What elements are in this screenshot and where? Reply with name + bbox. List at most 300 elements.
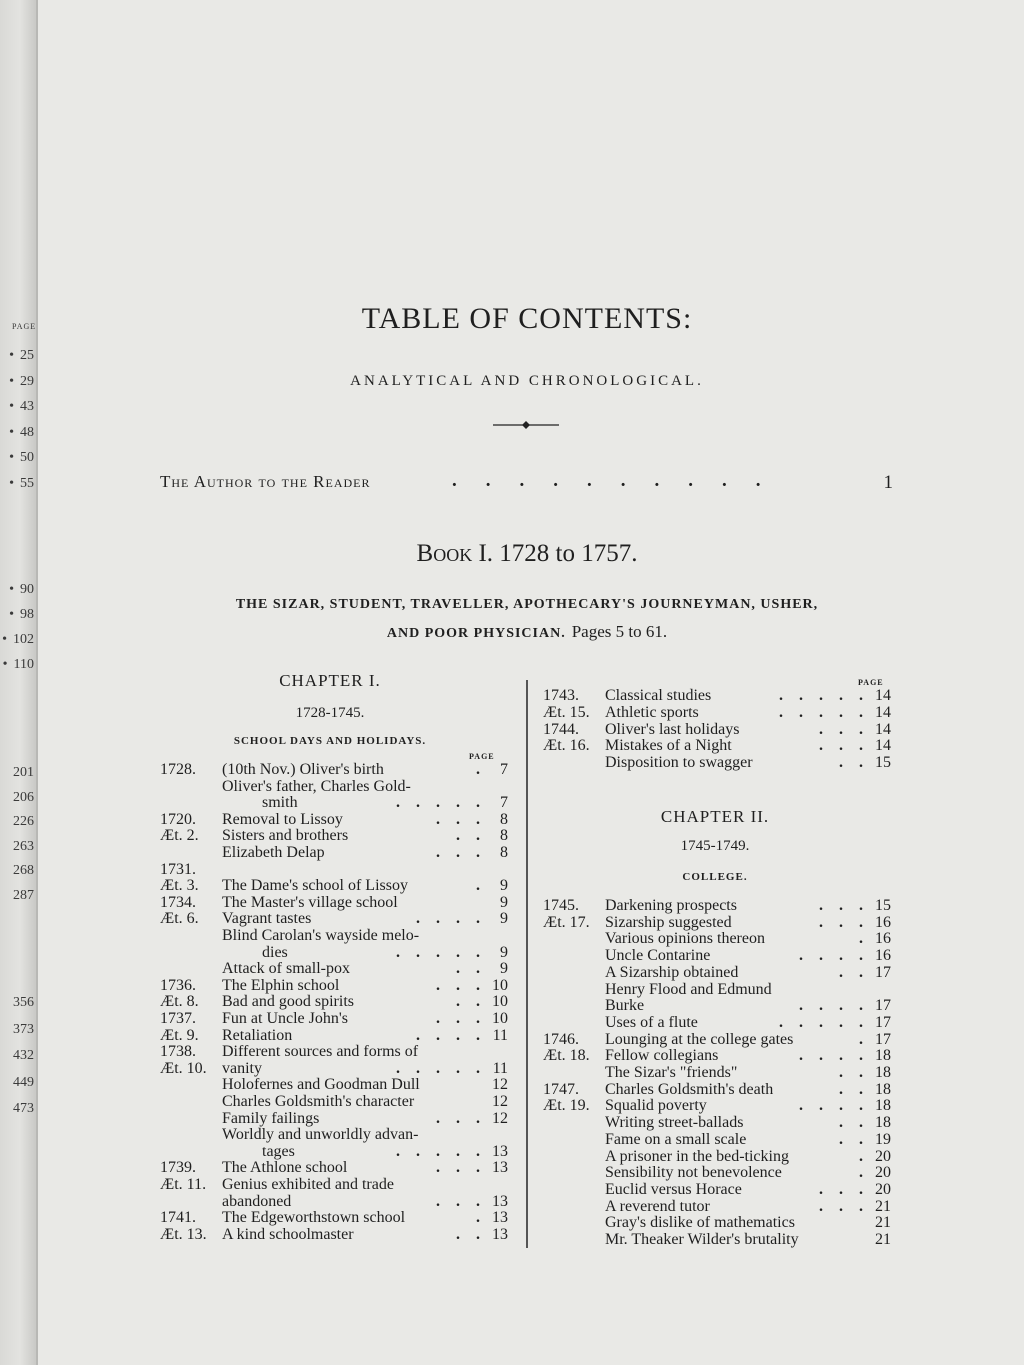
toc-entry	[160, 977, 508, 994]
toc-entry	[543, 1231, 891, 1248]
toc-entry-page: 13	[492, 1225, 508, 1243]
toc-entry-page: 17	[875, 1013, 891, 1031]
facing-page-header: PAGE	[12, 322, 37, 331]
page-title: TABLE OF CONTENTS:	[361, 302, 693, 335]
toc-entry-year: 1745.	[543, 897, 579, 914]
toc-entry-leader: . . . .	[799, 997, 869, 1015]
facing-page-number	[2, 995, 34, 1011]
toc-entry-text: The Athlone school	[222, 1159, 348, 1177]
facing-page-leader-dot: •	[9, 348, 14, 363]
toc-entry-text: Darkening prospects	[605, 897, 737, 914]
toc-entry-page: 15	[875, 754, 891, 772]
facing-page-number-text: 25	[20, 348, 34, 363]
toc-entry	[160, 827, 508, 844]
toc-entry-page: 11	[492, 1059, 508, 1077]
toc-entry	[160, 1093, 508, 1110]
chapter-2-subtitle: COLLEGE.	[682, 871, 748, 883]
toc-entry	[160, 1176, 508, 1193]
toc-entry-page: 12	[492, 1109, 508, 1127]
toc-entry	[160, 1110, 508, 1127]
facing-page-leader-dot: •	[9, 424, 14, 440]
chapter-1-page-header: PAGE	[469, 752, 495, 761]
toc-entry	[543, 964, 891, 981]
toc-entry-page: 8	[500, 810, 508, 828]
toc-entry	[160, 944, 508, 961]
facing-page-number	[2, 1075, 34, 1091]
toc-entry-page: 20	[875, 1164, 891, 1182]
toc-entry-text: vanity	[222, 1059, 262, 1077]
toc-entry	[160, 1193, 508, 1210]
facing-page-number-text: 48	[20, 424, 34, 440]
toc-entry-year: 1746.	[543, 1030, 579, 1048]
facing-page-number	[2, 814, 34, 830]
facing-page-number-text: 287	[13, 887, 34, 903]
page-subtitle: ANALYTICAL AND CHRONOLOGICAL.	[350, 373, 704, 389]
toc-entry-text: Writing street-ballads	[605, 1114, 744, 1132]
facing-page-leader-dot: •	[9, 582, 14, 597]
toc-entry-text: Squalid poverty	[605, 1097, 707, 1115]
toc-entry-leader: . . .	[819, 913, 869, 931]
gutter-fold	[36, 0, 38, 1365]
toc-entry-leader: . . . .	[416, 910, 486, 928]
facing-page-number	[2, 657, 34, 673]
toc-entry-year: 1734.	[160, 893, 196, 911]
toc-entry-text: Elizabeth Delap	[222, 844, 325, 861]
toc-entry-year: Æt. 15.	[543, 703, 590, 721]
toc-entry	[543, 1181, 891, 1198]
author-entry-page: 1	[883, 472, 894, 493]
toc-entry-text: Oliver's father, Charles Gold-	[222, 777, 411, 795]
toc-entry-leader: . . .	[819, 897, 869, 914]
toc-entry-leader: .	[859, 930, 869, 948]
toc-entry	[160, 1076, 508, 1093]
toc-entry-leader: . . . .	[799, 947, 869, 965]
toc-entry	[160, 761, 508, 778]
toc-entry	[160, 894, 508, 911]
toc-entry	[160, 877, 508, 894]
toc-entry-leader: .	[859, 1164, 869, 1182]
facing-page-leader-dot: •	[9, 475, 14, 491]
toc-entry	[543, 1031, 891, 1048]
toc-entry-text: Vagrant tastes	[222, 910, 312, 928]
toc-entry-leader: .	[476, 877, 486, 895]
toc-entry	[543, 737, 891, 754]
chapter-1-subtitle: SCHOOL DAYS AND HOLIDAYS.	[233, 735, 427, 747]
toc-entry-leader: . . .	[436, 976, 486, 994]
toc-entry-text: The Sizar's "friends"	[605, 1064, 738, 1081]
toc-entry	[160, 1060, 508, 1077]
toc-entry-page: 10	[492, 976, 508, 994]
toc-entry-page: 18	[875, 1097, 891, 1115]
toc-entry-page: 13	[492, 1159, 508, 1177]
toc-entry	[160, 1226, 508, 1243]
book-gutter	[0, 0, 36, 1365]
facing-page-leader-dot: •	[9, 607, 14, 622]
facing-page-number	[2, 476, 34, 492]
toc-entry-leader: . . .	[436, 810, 486, 828]
toc-entry-text: dies	[262, 943, 288, 961]
toc-entry-leader: . . . . .	[396, 943, 486, 961]
toc-entry-page: 10	[492, 1010, 508, 1027]
facing-page-number-text: 373	[13, 1021, 34, 1037]
chapter-1-cont-page-header: PAGE	[858, 678, 884, 687]
toc-entry-page: 17	[875, 997, 891, 1015]
toc-entry-page: 17	[875, 1030, 891, 1048]
facing-page-number-text: 356	[13, 995, 34, 1010]
toc-entry-page: 13	[492, 1192, 508, 1210]
toc-entry-year: Æt. 19.	[543, 1097, 590, 1115]
toc-entry-text: Gray's dislike of mathematics	[605, 1214, 795, 1232]
book-range: 1728 to 1757.	[499, 540, 638, 567]
toc-entry	[543, 1148, 891, 1165]
book-subtitle-text: AND POOR PHYSICIAN.	[386, 626, 566, 641]
toc-entry-text: Sensibility not benevolence	[605, 1164, 782, 1182]
toc-entry-page: 18	[875, 1080, 891, 1098]
toc-entry	[543, 897, 891, 914]
toc-entry-page: 9	[500, 893, 508, 911]
facing-page-number-text: 206	[13, 789, 34, 805]
author-entry	[160, 472, 894, 500]
toc-entry	[160, 960, 508, 977]
toc-entry-page: 14	[875, 687, 891, 704]
facing-page-number-text: 449	[13, 1074, 34, 1090]
toc-entry-leader: .	[859, 1147, 869, 1165]
toc-entry	[160, 1027, 508, 1044]
toc-entry-page: 13	[492, 1209, 508, 1227]
toc-entry-page: 19	[875, 1130, 891, 1148]
toc-entry-page: 14	[875, 737, 891, 755]
toc-entry	[160, 861, 508, 878]
toc-entry	[543, 981, 891, 998]
toc-entry-text: The Master's village school	[222, 893, 398, 911]
toc-entry	[160, 778, 508, 795]
toc-entry-year: Æt. 17.	[543, 913, 590, 931]
toc-entry-page: 18	[875, 1064, 891, 1081]
toc-entry-page: 21	[875, 1197, 891, 1215]
toc-entry-text: Different sources and forms of	[222, 1043, 419, 1061]
toc-entry	[543, 704, 891, 721]
toc-entry-page: 16	[875, 947, 891, 965]
toc-entry	[543, 1164, 891, 1181]
facing-page-number-text: 432	[13, 1048, 34, 1063]
ornament-divider-icon	[493, 415, 559, 435]
toc-entry-year: 1720.	[160, 810, 196, 828]
toc-entry-text: A Sizarship obtained	[605, 963, 739, 981]
facing-page-number-text: 98	[20, 607, 34, 622]
toc-entry-text: Sisters and brothers	[222, 827, 349, 845]
book-subtitle-line-2	[0, 622, 1024, 642]
toc-entry-leader: .	[859, 1030, 869, 1048]
toc-entry-text: Fellow collegians	[605, 1047, 719, 1065]
toc-entry-text: abandoned	[222, 1192, 292, 1210]
toc-entry-page: 12	[492, 1076, 508, 1094]
facing-page-leader-dot: •	[9, 450, 14, 465]
facing-page-number-text: 50	[20, 450, 34, 465]
facing-page-number	[2, 888, 34, 904]
toc-entry-page: 13	[492, 1142, 508, 1160]
toc-entry-leader: . . .	[436, 1192, 486, 1210]
toc-entry-leader: .	[476, 1209, 486, 1227]
facing-page-number	[2, 399, 34, 415]
toc-entry	[543, 1097, 891, 1114]
facing-page-number	[2, 582, 34, 598]
facing-page-number	[2, 348, 34, 364]
toc-entry-leader: . .	[839, 963, 869, 981]
toc-entry	[160, 1043, 508, 1060]
toc-entry-leader: . . .	[819, 720, 869, 738]
toc-entry-leader: . . . . .	[779, 703, 869, 721]
facing-page-number	[2, 425, 34, 441]
toc-entry	[543, 997, 891, 1014]
chapter-2-title: CHAPTER II.	[660, 807, 770, 826]
toc-entry-leader: . .	[456, 827, 486, 845]
toc-entry-year: Æt. 13.	[160, 1225, 207, 1243]
toc-entry-year: 1744.	[543, 720, 579, 738]
toc-entry-year: Æt. 2.	[160, 827, 199, 845]
book-heading	[0, 540, 1024, 568]
toc-entry-text: Henry Flood and Edmund	[605, 980, 772, 998]
toc-entry-page: 14	[875, 720, 891, 738]
toc-entry	[543, 1114, 891, 1131]
toc-entry	[543, 721, 891, 738]
facing-page-number	[2, 765, 34, 781]
toc-entry-year: 1728.	[160, 761, 196, 778]
facing-page-number-text: 110	[13, 657, 34, 672]
toc-entry-page: 18	[875, 1047, 891, 1065]
toc-entry-text: smith	[262, 794, 298, 812]
toc-entry-year: Æt. 9.	[160, 1026, 199, 1044]
chapter-2-years: 1745-1749.	[680, 838, 750, 854]
toc-entry	[543, 1081, 891, 1098]
toc-entry-leader: . .	[839, 1080, 869, 1098]
toc-entry	[543, 1047, 891, 1064]
toc-entry	[543, 930, 891, 947]
chapter-1-title: CHAPTER I.	[279, 671, 381, 690]
toc-entry	[160, 993, 508, 1010]
toc-entry-text: (10th Nov.) Oliver's birth	[222, 761, 384, 778]
toc-entry	[160, 811, 508, 828]
author-entry-leader: ..........	[452, 470, 790, 491]
toc-entry	[543, 1131, 891, 1148]
facing-page-number	[2, 1022, 34, 1038]
toc-entry-leader: . .	[839, 754, 869, 772]
toc-entry-text: Holofernes and Goodman Dull	[222, 1076, 420, 1094]
toc-entry-text: Genius exhibited and trade	[222, 1176, 394, 1193]
toc-entry-page: 21	[875, 1231, 891, 1248]
column-divider	[526, 680, 528, 1248]
facing-page-number	[2, 790, 34, 806]
toc-entry	[160, 910, 508, 927]
toc-entry-text: Fame on a small scale	[605, 1130, 747, 1148]
toc-entry-leader: . . .	[436, 1109, 486, 1127]
toc-entry	[160, 1143, 508, 1160]
toc-entry-text: Charles Goldsmith's character	[222, 1093, 415, 1110]
toc-entry-text: Charles Goldsmith's death	[605, 1080, 774, 1098]
toc-entry-leader: . . . .	[799, 1047, 869, 1065]
toc-entry-text: Uncle Contarine	[605, 947, 711, 965]
toc-entry-page: 11	[492, 1026, 508, 1044]
toc-entry	[160, 794, 508, 811]
toc-entry-leader: . . . . .	[396, 1059, 486, 1077]
toc-entry-page: 15	[875, 897, 891, 914]
toc-entry-leader: . .	[839, 1114, 869, 1132]
book-subtitle-line-1: THE SIZAR, STUDENT, TRAVELLER, APOTHECARY'S JOURNEYMAN, USHER,	[235, 597, 819, 612]
toc-entry-year: Æt. 11.	[160, 1176, 207, 1193]
toc-entry-text: Mistakes of a Night	[605, 737, 732, 755]
toc-entry-leader: . . . .	[799, 1097, 869, 1115]
facing-page-number-text: 43	[20, 399, 34, 414]
toc-entry-leader: . .	[456, 993, 486, 1011]
facing-page-leader-dot: •	[2, 632, 7, 647]
toc-entry-page: 17	[875, 963, 891, 981]
toc-entry	[160, 927, 508, 944]
facing-page-number-text: 473	[13, 1101, 34, 1116]
toc-entry-text: Retaliation	[222, 1026, 293, 1044]
toc-entry-text: A reverend tutor	[605, 1197, 710, 1215]
toc-entry-leader: . . . .	[416, 1026, 486, 1044]
toc-entry	[543, 1198, 891, 1215]
toc-entry	[160, 1209, 508, 1226]
book-number: Book I.	[416, 540, 494, 567]
facing-page-number	[2, 450, 34, 466]
toc-entry-text: The Elphin school	[222, 976, 340, 994]
toc-entry-leader: . .	[456, 1225, 486, 1243]
toc-entry-text: Oliver's last holidays	[605, 720, 740, 738]
facing-page-number	[2, 1101, 34, 1117]
toc-entry-text: Classical studies	[605, 687, 712, 704]
toc-entry-text: Burke	[605, 997, 645, 1015]
facing-page-number	[2, 1048, 34, 1064]
toc-entry-year: 1743.	[543, 687, 579, 704]
toc-entry-text: The Dame's school of Lissoy	[222, 877, 408, 895]
facing-page-number-text: 29	[20, 373, 34, 389]
toc-entry-page: 10	[492, 993, 508, 1011]
facing-page-number-text: 102	[13, 632, 34, 647]
toc-entry-page: 9	[500, 877, 508, 895]
toc-entry-leader: . . .	[819, 737, 869, 755]
toc-entry-year: 1741.	[160, 1209, 196, 1227]
toc-entry-leader: . .	[839, 1064, 869, 1081]
toc-entry-year: 1739.	[160, 1159, 196, 1177]
facing-page-leader-dot: •	[9, 399, 14, 414]
toc-entry-text: Removal to Lissoy	[222, 810, 343, 828]
toc-entry-page: 16	[875, 913, 891, 931]
toc-entry-year: 1747.	[543, 1080, 579, 1098]
toc-entry	[543, 1014, 891, 1031]
toc-entry-text: Disposition to swagger	[605, 754, 753, 772]
toc-entry-text: A prisoner in the bed-ticking	[605, 1147, 789, 1165]
toc-entry-leader: . . . . .	[779, 1013, 869, 1031]
toc-entry-text: Bad and good spirits	[222, 993, 354, 1011]
toc-entry-page: 9	[500, 943, 508, 961]
toc-entry-leader: . . .	[436, 1010, 486, 1027]
toc-entry-leader: . . . . .	[396, 794, 486, 812]
chapter-1-years: 1728-1745.	[295, 705, 365, 721]
toc-entry-text: Uses of a flute	[605, 1013, 698, 1031]
facing-page-number-text: 201	[13, 765, 34, 780]
facing-page-number-text: 226	[13, 814, 34, 829]
toc-entry-text: Mr. Theaker Wilder's brutality	[605, 1231, 799, 1248]
toc-entry-page: 7	[500, 794, 508, 812]
toc-entry-leader: . . .	[819, 1180, 869, 1198]
toc-entry-year: 1737.	[160, 1010, 196, 1027]
toc-entry-text: Fun at Uncle John's	[222, 1010, 348, 1027]
toc-entry-page: 18	[875, 1114, 891, 1132]
toc-entry-leader: . . . . .	[396, 1142, 486, 1160]
toc-entry-page: 7	[500, 761, 508, 778]
toc-entry-page: 21	[875, 1214, 891, 1232]
facing-page-number	[2, 839, 34, 855]
toc-entry-page: 20	[875, 1180, 891, 1198]
toc-entry	[543, 754, 891, 771]
author-entry-label: The Author to the Reader	[160, 472, 371, 491]
facing-page-number-text: 263	[13, 838, 34, 854]
toc-entry	[543, 914, 891, 931]
toc-entry	[160, 1010, 508, 1027]
toc-entry-leader: . . .	[436, 1159, 486, 1177]
toc-entry-page: 9	[500, 960, 508, 978]
toc-entry-page: 16	[875, 930, 891, 948]
toc-entry	[160, 844, 508, 861]
toc-entry-text: The Edgeworthstown school	[222, 1209, 406, 1227]
facing-page-number-text: 268	[13, 863, 34, 878]
toc-entry-year: Æt. 6.	[160, 910, 199, 928]
toc-entry-leader: .	[476, 761, 486, 778]
toc-entry-text: Attack of small-pox	[222, 960, 350, 978]
toc-entry-leader: . . .	[436, 844, 486, 861]
toc-entry-page: 8	[500, 827, 508, 845]
toc-entry-leader: . .	[456, 960, 486, 978]
facing-page-leader-dot: •	[2, 657, 8, 672]
toc-entry-page: 8	[500, 844, 508, 861]
toc-entry	[543, 947, 891, 964]
facing-page-number-text: 90	[20, 582, 34, 597]
toc-entry-year: Æt. 3.	[160, 877, 199, 895]
toc-entry	[160, 1159, 508, 1176]
toc-entry	[543, 1214, 891, 1231]
toc-entry-year: Æt. 16.	[543, 737, 590, 755]
toc-entry-year: Æt. 18.	[543, 1047, 590, 1065]
toc-entry-year: 1738.	[160, 1043, 196, 1061]
toc-entry-text: Euclid versus Horace	[605, 1180, 742, 1198]
toc-entry-leader: . . .	[819, 1197, 869, 1215]
toc-entry-year: Æt. 10.	[160, 1059, 207, 1077]
book-pages: Pages 5 to 61.	[571, 622, 668, 641]
toc-entry-text: Family failings	[222, 1109, 320, 1127]
toc-entry-text: Blind Carolan's wayside melo-	[222, 927, 420, 944]
toc-entry-leader: . . . . .	[779, 687, 869, 704]
toc-entry-page: 9	[500, 910, 508, 928]
facing-page-number-text: 55	[20, 475, 34, 491]
toc-entry	[160, 1126, 508, 1143]
toc-entry-page: 20	[875, 1147, 891, 1165]
toc-entry-text: tages	[262, 1142, 295, 1160]
facing-page-number	[2, 863, 34, 879]
toc-entry-year: 1731.	[160, 860, 196, 878]
toc-entry-page: 12	[492, 1093, 508, 1110]
toc-entry-year: 1736.	[160, 976, 196, 994]
facing-page-leader-dot: •	[9, 373, 14, 389]
toc-entry-text: Worldly and unworldly advan-	[222, 1126, 419, 1144]
toc-entry-leader: . .	[839, 1130, 869, 1148]
toc-entry-page: 14	[875, 703, 891, 721]
toc-entry-text: Sizarship suggested	[605, 913, 732, 931]
toc-entry-year: Æt. 8.	[160, 993, 199, 1011]
toc-entry	[543, 1064, 891, 1081]
toc-entry-text: Athletic sports	[605, 703, 699, 721]
toc-entry	[543, 687, 891, 704]
toc-entry-text: A kind schoolmaster	[222, 1225, 354, 1243]
